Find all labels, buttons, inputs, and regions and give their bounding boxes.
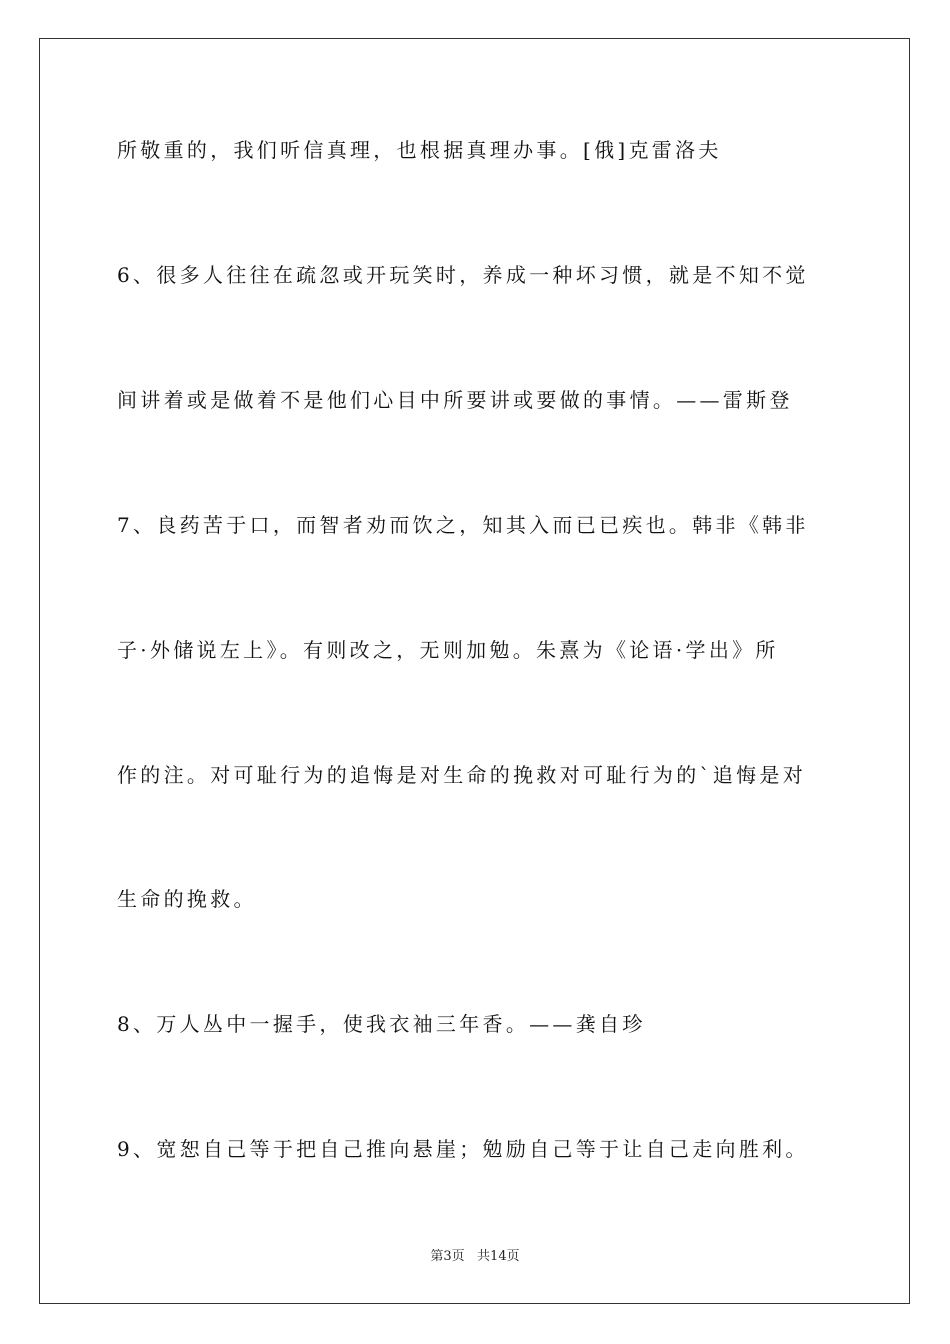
text-line-3: 间讲着或是做着不是他们心目中所要讲或要做的事情。——雷斯登 bbox=[117, 388, 793, 412]
text-line-9: 9、宽恕自己等于把自己推向悬崖；勉励自己等于让自己走向胜利。 bbox=[117, 1137, 809, 1161]
text-line-5: 子·外储说左上》。有则改之，无则加勉。朱熹为《论语·学出》所 bbox=[117, 638, 779, 662]
text-line-1: 所敬重的，我们听信真理，也根据真理办事。[俄]克雷洛夫 bbox=[117, 138, 722, 162]
page-border bbox=[39, 38, 910, 1304]
text-line-8: 8、万人丛中一握手，使我衣袖三年香。——龚自珍 bbox=[117, 1012, 646, 1036]
page-number-footer: 第3页 共14页 bbox=[430, 1249, 520, 1264]
text-line-7: 生命的挽救。 bbox=[117, 887, 257, 911]
text-line-4: 7、良药苦于口，而智者劝而饮之，知其入而已已疾也。韩非《韩非 bbox=[117, 513, 809, 537]
text-line-2: 6、很多人往往在疏忽或开玩笑时，养成一种坏习惯，就是不知不觉 bbox=[117, 263, 809, 287]
text-line-6: 作的注。对可耻行为的追悔是对生命的挽救对可耻行为的`追悔是对 bbox=[117, 763, 806, 787]
